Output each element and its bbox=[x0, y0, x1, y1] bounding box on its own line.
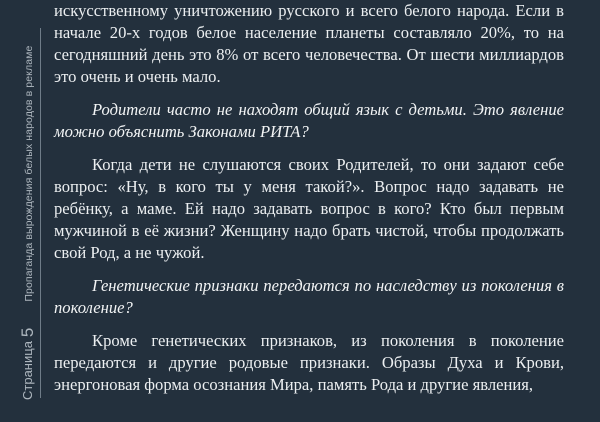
page-label: Страница bbox=[20, 341, 35, 400]
sidebar-divider bbox=[40, 28, 41, 398]
page-number: 5 bbox=[18, 327, 37, 338]
question-paragraph: Родители часто не находят общий язык с детьми. Это явление можно объяснить Законами РИТА? bbox=[54, 100, 564, 141]
paragraph-continuation: искусственному уничтожению русского и всего белого народа. Если в начале 20-х годов белое население планеты составляло 20%, то на сегодняшний день это 8% от всего человечества. От шести миллиардов это очень и очень мало. bbox=[54, 1, 564, 86]
document-body bbox=[54, 0, 564, 407]
running-title: Пропаганда вырождения белых народов в рекламе bbox=[23, 45, 35, 302]
answer-paragraph: Когда дети не слушаются своих Родителей, то они задают себе вопрос: «Ну, в кого ты у меня такой?». Вопрос надо задавать не ребёнку, а маме. Ей надо задавать вопрос в кого? Кто был первым мужчиной в её жизни? Женщину надо брать чистой, чтобы продолжать свой Род, а не чужой. bbox=[54, 155, 564, 262]
question-paragraph: Генетические признаки передаются по наследству из поколения в поколение? bbox=[54, 276, 564, 317]
sidebar-running-header bbox=[20, 46, 37, 400]
answer-paragraph: Кроме генетических признаков, из поколения в поколение передаются и другие родовые признаки. Образы Духа и Крови, энергоновая форма осознания Мира, память Рода и другие явления, bbox=[54, 331, 564, 394]
page-sidebar bbox=[0, 0, 42, 422]
